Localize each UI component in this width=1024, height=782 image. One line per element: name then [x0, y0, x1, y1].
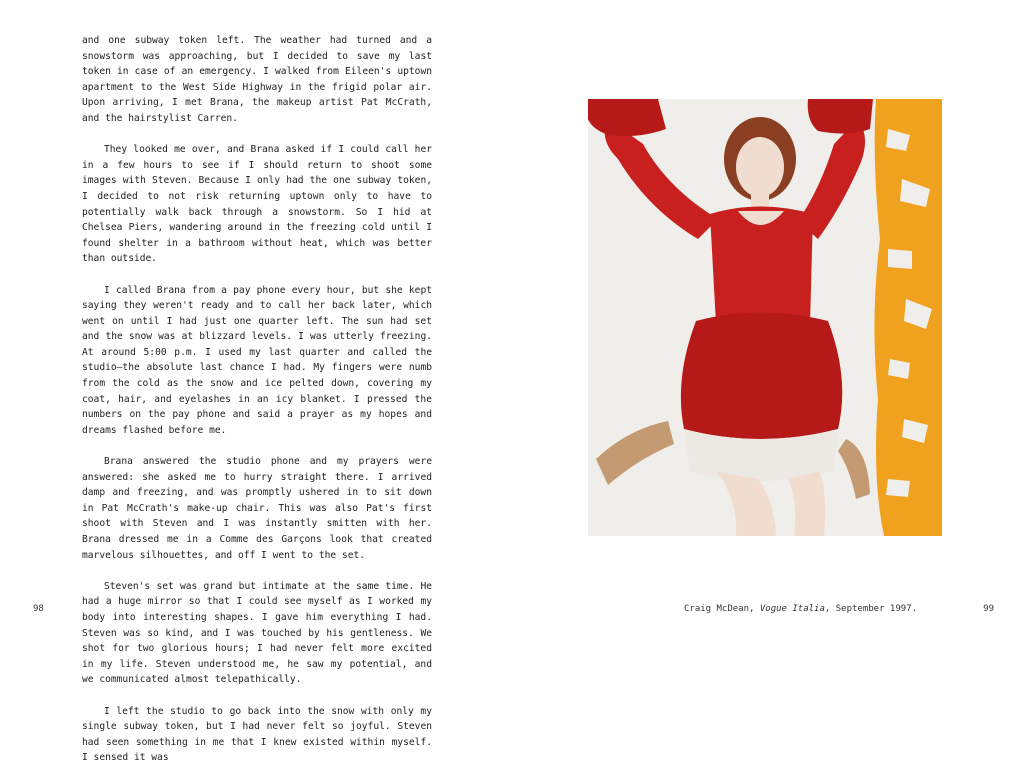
body-text-column [82, 33, 432, 782]
paragraph: Steven's set was grand but intimate at the same time. He had a huge mirror so that I could see myself as I worked my body into interesting shapes. I gave him everything I had. Steven was so kind, and I was touched by his gentleness. We shot for two glorious hours; I had never felt more excited in my life. Steven understood me, he saw my potential, and we communicated almost telepathically. [82, 580, 432, 686]
left-page [0, 0, 512, 764]
fashion-photograph [588, 99, 942, 536]
paragraph: They looked me over, and Brana asked if I could call her in a few hours to see if I should return to shoot some images with Steven. Because I only had the one subway token, I decided to not risk returning uptown only to have to potentially walk back through a snowstorm. So I hid at Chelsea Piers, wandering around in the freezing cold until I found shelter in a bathroom without heat, which was better than outside. [82, 144, 432, 265]
page-number-left: 98 [33, 604, 44, 614]
photo-caption [684, 604, 917, 614]
caption-publication: Vogue Italia [759, 604, 825, 614]
right-page [512, 0, 1024, 637]
paragraph: Brana answered the studio phone and my prayers were answered: she asked me to hurry straight there. I arrived damp and freezing, and was promptly ushered in to sit down in Pat McCrath's make-up chair. This was also Pat's first shoot with Steven and I was instantly smitten with her. Brana dressed me in a Comme des Garçons look that created marvelous silhouettes, and off I went to the set. [82, 456, 432, 561]
paragraph: and one subway token left. The weather had turned and a snowstorm was approaching, but I decided to save my last token in case of an emergency. I walked from Eileen's uptown apartment to the West Side Highway in the frigid polar air. Upon arriving, I met Brana, the makeup artist Pat McCrath, and the hairstylist Carren. [82, 35, 432, 124]
caption-photographer: Craig McDean, [684, 604, 760, 614]
paragraph: I called Brana from a pay phone every hour, but she kept saying they weren't ready and to call her back later, which went on until I had just one quarter left. The sun had set and the snow was at blizzard levels. I was utterly freezing. At around 5:00 p.m. I used my last quarter and called the studio—the absolute last chance I had. My fingers were numb from the cold as the snow and ice pelted down, covering my coat, hair, and eyelashes in an icy blanket. I pressed the numbers on the pay phone and said a prayer as my hopes and dreams flashed before me. [82, 284, 432, 436]
page-number-right: 99 [983, 604, 994, 614]
paragraph: I left the studio to go back into the snow with only my single subway token, but I had never felt so joyful. Steven had seen something in me that I knew existed within myself. I sensed it was [82, 705, 432, 764]
caption-date: , September 1997. [824, 604, 918, 614]
model-in-red-dress-image [588, 99, 942, 536]
